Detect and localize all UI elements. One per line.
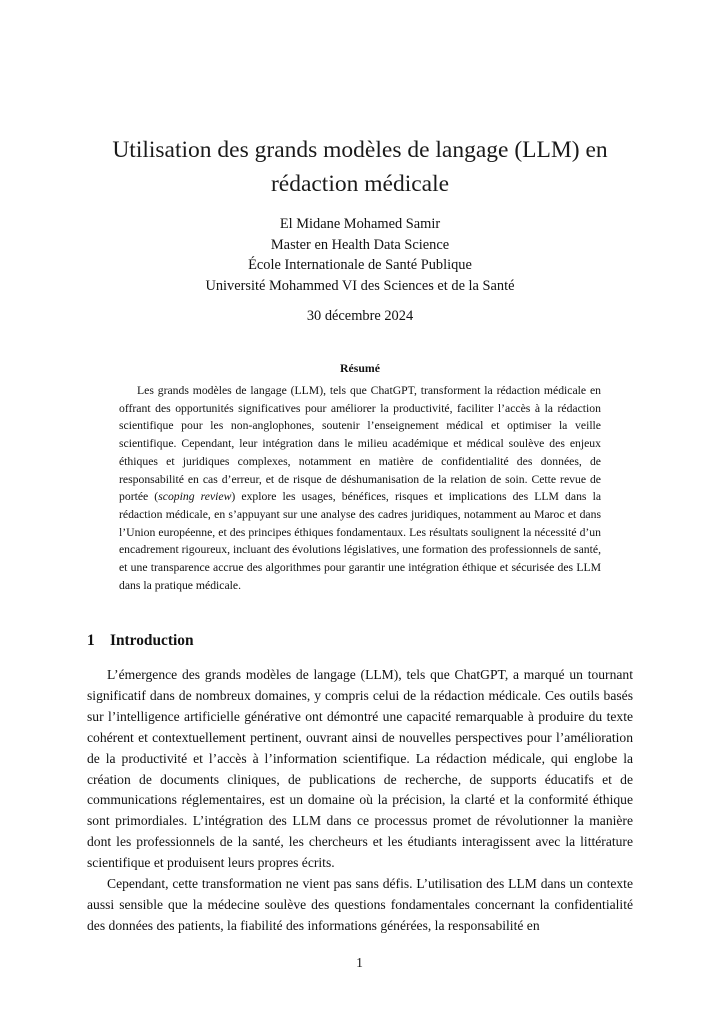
section-heading-introduction [87, 632, 194, 650]
author-school: École Internationale de Santé Publique [248, 257, 472, 273]
page-number: 1 [356, 955, 363, 970]
author-program: Master en Health Data Science [270, 236, 450, 253]
author-university: Université Mohammed VI des Sciences et de la Santé [205, 277, 515, 294]
paper-title: Utilisation des grands modèles de langage (LLM) en rédaction médicale [112, 137, 608, 197]
body-paragraph: L’émergence des grands modèles de langage (LLM), tels que ChatGPT, a marqué un tournant significatif dans de nombreux domaines, y compris celui de la rédaction médicale. Ces outils basés sur l’intelligence artificielle générative ont démontré une capacité remarquable à produire du texte cohérent et contextuellement pertinent, ouvrant ainsi de nouvelles perspectives pour l’amélioration de la productivité et l’accès à l’information scientifique. La rédaction médicale, qui englobe la création de documents cliniques, de publications de recherche, de supports éducatifs et de communications réglementaires, est un domaine où la précision, la clarté et la conformité éthique sont primordiales. L’intégration des LLM dans ce processus promet de révolutionner la manière dont les professionnels de la santé, les chercheurs et les étudiants interagissent avec la littérature scientifique et produisent leurs propres écrits. [87, 667, 633, 871]
abstract-emphasis: scoping review [158, 490, 232, 504]
author-block [90, 214, 630, 296]
abstract-text-part1: Les grands modèles de langage (LLM), tels que ChatGPT, transforment la rédaction médicale en offrant des opportunités significatives pour améliorer la productivité, faciliter l’accès à la rédaction scientifique pour les non-anglophones, soutenir l’enseignement médical et optimiser la veille scientifique. Cependant, leur intégration dans le milieu académique et médical soulève des enjeux éthiques et juridiques complexes, notamment en matière de confidentialité des données, de responsabilité en cas d’erreur, et de risque de déshumanisation de la relation de soin. Cette revue de portée ( [119, 384, 601, 504]
author-name: El Midane Mohamed Samir [279, 216, 441, 232]
section-body-introduction [87, 665, 633, 937]
section-number: 1 [87, 632, 95, 649]
abstract-text [119, 382, 601, 594]
section-title: Introduction [110, 632, 194, 649]
paper-date: 30 décembre 2024 [306, 308, 414, 324]
body-paragraph: Cependant, cette transformation ne vient pas sans défis. L’utilisation des LLM dans un contexte aussi sensible que la médecine soulève des questions fondamentales concernant la confidentialité des données des patients, la fiabilité des informations générées, la responsabilité en [87, 876, 633, 933]
abstract-text-part2: ) explore les usages, bénéfices, risques et implications des LLM dans la rédaction médicale, en s’appuyant sur une analyse des cadres juridiques, notamment au Maroc et dans l’Union européenne, et des principes éthiques fondamentaux. Les résultats soulignent la nécessité d’un encadrement rigoureux, incluant des évolutions législatives, une formation des professionnels de santé, et une transparence accrue des algorithmes pour garantir une intégration éthique et sécurisée des LLM dans la pratique médicale. [119, 490, 602, 592]
abstract-heading: Résumé [340, 361, 380, 375]
